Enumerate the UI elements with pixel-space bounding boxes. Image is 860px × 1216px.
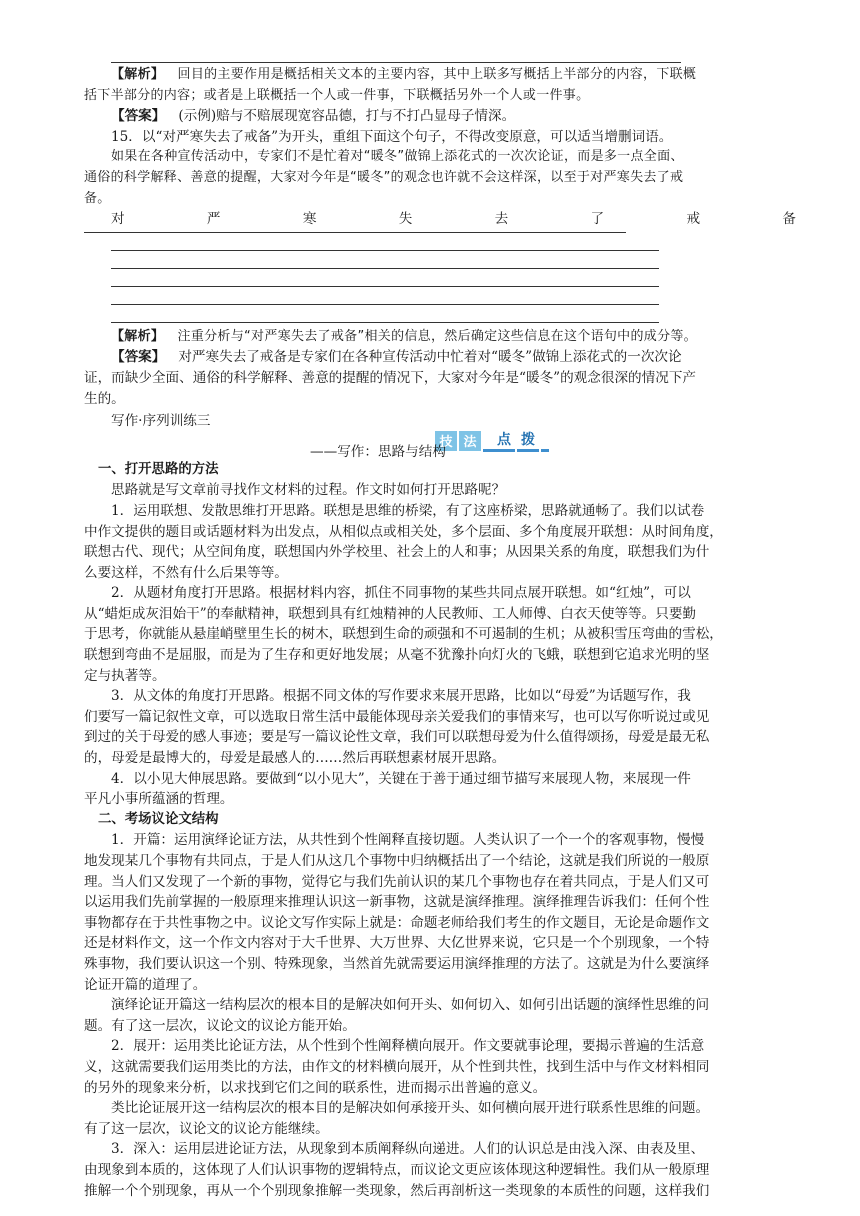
- paragraph-line: 事物都存在于共性事物之中。议论文写作实际上就是：命题老师给我们考生的作文题目，无论是命题作文: [84, 914, 710, 931]
- paragraph-line: 殊事物，我们要认识这一个别、特殊现象，当然首先就需要运用演绎推理的方法了。这就是为什么要演绎: [84, 955, 710, 972]
- paragraph-line: 中作文提供的题目或话题材料为出发点，从相似点或相关处，多个层面、多个角度展开联想：从时间角度，: [84, 523, 723, 540]
- part-1-heading: 一、打开思路的方法: [98, 461, 219, 477]
- badge-char: 点: [493, 429, 515, 452]
- answer-text: 对严寒失去了戒备是专家们在各种宣传活动中忙着对“暖冬”做锦上添花式的一次次论: [178, 349, 682, 366]
- section-title: 写作·序列训练三: [111, 413, 211, 430]
- paragraph-line: 义，这就需要我们运用类比的方法，由作文的材料横向展开，从个性到共性，找到生活中与作文材料相同: [84, 1058, 710, 1075]
- paragraph-line: 理。当人们又发现了一个新的事物，觉得它与我们先前认识的某几个事物也存在着共同点，于是人们又可: [84, 873, 710, 890]
- start-char: 备: [782, 211, 796, 228]
- answer-rule: [84, 232, 626, 233]
- answer-rule: [111, 286, 659, 287]
- part-1-intro: 思路就是写文章前寻找作文材料的过程。作文时如何打开思路呢？: [111, 482, 506, 499]
- subtitle: ——写作：思路与结构: [310, 443, 446, 460]
- analysis-text: 注重分析与“对严寒失去了戒备”相关的信息，然后确定这些信息在这个语句中的成分等。: [177, 328, 697, 344]
- paragraph: 3．深入：运用层进论证方法，从现象到本质阐释纵向递进。人们的认识总是由浅入深、由表及里、: [111, 1141, 705, 1158]
- badge-char: 技: [435, 431, 457, 451]
- document-page: [84, 0, 796, 1201]
- badge-char: 拨: [517, 429, 539, 452]
- paragraph-line: 有了这一层次，议论文的议论方能继续。: [84, 1120, 329, 1137]
- analysis-paragraph-1-cont: 括下半部分的内容；或者是上联概括一个人或一件事，下联概括另外一个人或一件事。: [84, 87, 590, 103]
- start-char: 寒: [302, 211, 317, 228]
- question-15-passage-end: 备。: [84, 190, 111, 206]
- paragraph-line: 以运用我们先前掌握的一般原理来推理认识这一新事物，这就是演绎推理。演绎推理告诉我们：任何个性: [84, 894, 710, 911]
- paragraph-line: 定与执著等。: [84, 667, 166, 684]
- paragraph-line: 于思考，你就能从悬崖峭壁里生长的树木，联想到生命的顽强和不可遏制的生机；从被积雪压弯曲的雪松，: [84, 626, 723, 643]
- technique-badge: [435, 430, 549, 452]
- paragraph-line: 还是材料作文，这一个作文内容对于大千世界、大万世界、大亿世界来说，它只是一个个别现象，一个特: [84, 935, 710, 952]
- answer-paragraph-2-end: 生的。: [84, 390, 125, 407]
- paragraph-line: 的，母爱是最博大的，母爱是最感人的……然后再联想素材展开思路。: [84, 750, 506, 767]
- answer-paragraph-1: [84, 106, 796, 127]
- question-15-passage-cont: 通俗的科学解释、善意的提醒，大家对今年是“暖冬”的观念也许就不会这样深，以至于对严寒失去了戒: [84, 169, 684, 185]
- answer-rule: [111, 322, 659, 323]
- paragraph-line: 联想到弯曲不是屈服，而是为了生存和更好地发展；从毫不犹豫扑向灯火的飞蛾，联想到它追求光明的坚: [84, 647, 710, 664]
- answer-rule: [111, 304, 659, 305]
- analysis-text: 回目的主要作用是概括相关文本的主要内容，其中上联多写概括上半部分的内容，下联概: [177, 67, 697, 82]
- answer-paragraph-2-cont: 证，而缺少全面、通俗的科学解释、善意的提醒的情况下，大家对今年是“暖冬”的观念很深的情况下产: [84, 369, 697, 386]
- answer-label: 【答案】: [111, 108, 166, 125]
- paragraph-line: 推解一个个别现象，再从一个个别现象推解一类现象，然后再剖析这一类现象的本质性的问题，这样我们: [84, 1182, 710, 1199]
- analysis-paragraph-1: [84, 65, 796, 86]
- paragraph: 演绎论证开篇这一结构层次的根本目的是解决如何开头、如何切入、如何引出话题的演绎性思维的问: [111, 997, 710, 1014]
- answer-rule: [111, 250, 659, 251]
- answer-text: (示例)赔与不赔展现宽容品德，打与不打凸显母子情深。: [178, 108, 516, 125]
- start-char: 去: [494, 211, 509, 228]
- paragraph-line: 论证开篇的道理了。: [84, 976, 207, 993]
- paragraph: 类比论证展开这一结构层次的根本目的是解决如何承接开头、如何横向展开进行联系性思维的问题。: [111, 1100, 710, 1117]
- top-answer-rule: [111, 62, 681, 63]
- badge-stroke: [483, 449, 493, 452]
- badge-char: 法: [459, 431, 481, 451]
- analysis-label: 【解析】: [111, 67, 165, 82]
- paragraph-line: 从“蜡炬成灰泪始干”的奉献精神，联想到具有红烛精神的人民教师、工人师傅、白衣天使等等。只要勤: [84, 605, 697, 622]
- paragraph-line: 联想古代、现代；从空间角度，联想国内外学校里、社会上的人和事；从因果关系的角度，联想我们为什: [84, 544, 710, 561]
- paragraph-line: 题。有了这一层次，议论文的议论方能开始。: [84, 1017, 356, 1034]
- analysis-label: 【解析】: [111, 328, 165, 344]
- start-char: 了: [590, 211, 605, 228]
- paragraph-line: 地发现某几个事物有共同点，于是人们从这几个事物中归纳概括出了一个结论，这就是我们所说的一般原: [84, 853, 710, 869]
- start-char: 戒: [686, 211, 701, 228]
- paragraph: 1．运用联想、发散思维打开思路。联想是思维的桥梁，有了这座桥梁，思路就通畅了。我们以试卷: [111, 502, 705, 519]
- answer-rule: [111, 268, 659, 269]
- paragraph-line: 么要这样，不然有什么后果等等。: [84, 564, 288, 581]
- part-2-heading: 二、考场议论文结构: [98, 811, 219, 827]
- paragraph-line: 平凡小事所蕴涵的哲理。: [84, 791, 234, 808]
- paragraph: 1．开篇：运用演绎论证方法，从共性到个性阐释直接切题。人类认识了一个一个的客观事物，慢慢: [111, 832, 705, 849]
- answer-paragraph-2: [84, 347, 796, 368]
- paragraph: 3．从文体的角度打开思路。根据不同文体的写作要求来展开思路，比如以“母爱”为话题写作，我: [111, 688, 691, 705]
- paragraph-line: 们要写一篇记叙性文章，可以选取日常生活中最能体现母亲关爱我们的事情来写，也可以写你听说过或见: [84, 708, 710, 725]
- question-15-passage: 如果在各种宣传活动中，专家们不是忙着对“暖冬”做锦上添花式的一次次论证，而是多一点全面、: [111, 149, 684, 165]
- badge-stroke: [541, 449, 549, 452]
- paragraph-line: 的另外的现象来分析，以求找到它们之间的联系性，进而揭示出普遍的意义。: [84, 1079, 547, 1096]
- start-char: 对: [111, 211, 125, 228]
- start-char: 严: [206, 211, 221, 228]
- answer-label: 【答案】: [111, 349, 166, 366]
- paragraph: 2．展开：运用类比论证方法，从个性到个性阐释横向展开。作文要就事论理，要揭示普遍的生活意: [111, 1038, 705, 1055]
- analysis-paragraph-2: [84, 327, 796, 348]
- paragraph: 2．从题材角度打开思路。根据材料内容，抓住不同事物的某些共同点展开联想。如“红烛”，可以: [111, 585, 691, 602]
- paragraph-line: 由现象到本质的，这体现了人们认识事物的逻辑特点，而议论文更应该体现这种逻辑性。我们从一般原理: [84, 1161, 710, 1178]
- answer-start-chars: [84, 209, 796, 230]
- subtitle-row: [84, 432, 796, 462]
- start-char: 失: [398, 211, 413, 228]
- question-15-prompt: 15．以“对严寒失去了戒备”为开头，重组下面这个句子，不得改变原意，可以适当增删词语。: [111, 128, 673, 145]
- paragraph-line: 到过的关于母爱的感人事迹；要是写一篇议论性文章，我们可以联想母爱为什么值得颂扬，母爱是最无私: [84, 729, 710, 746]
- paragraph: 4．以小见大伸展思路。要做到“以小见大”，关键在于善于通过细节描写来展现人物，来展现一件: [111, 770, 691, 787]
